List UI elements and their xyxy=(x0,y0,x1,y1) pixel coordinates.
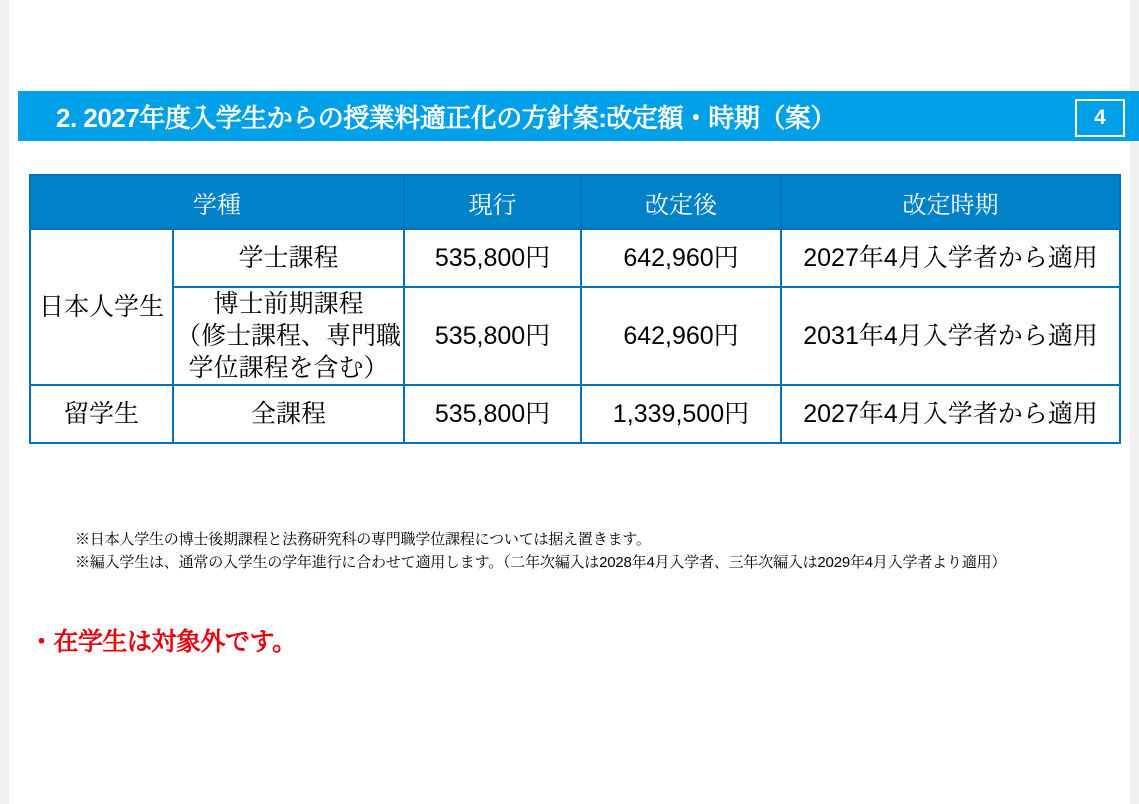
table-row xyxy=(30,287,1120,385)
table-row xyxy=(30,385,1120,443)
cell-current-all: 535,800円 xyxy=(404,385,581,443)
cell-course-master-line2: （修士課程、専門職 xyxy=(175,322,401,350)
cell-course-all: 全課程 xyxy=(173,385,404,443)
cell-revised-all: 1,339,500円 xyxy=(581,385,781,443)
column-header-revised: 改定後 xyxy=(581,175,781,229)
cell-course-master-line3: 学位課程を含む） xyxy=(188,354,389,382)
cell-revised-master: 642,960円 xyxy=(581,287,781,385)
slide-canvas xyxy=(9,0,1130,804)
table-row xyxy=(30,229,1120,287)
cell-timing-bachelor: 2027年4月入学者から適用 xyxy=(781,229,1120,287)
cell-current-bachelor: 535,800円 xyxy=(404,229,581,287)
cell-course-master xyxy=(173,287,404,385)
column-header-timing: 改定時期 xyxy=(781,175,1120,229)
cell-course-bachelor: 学士課程 xyxy=(173,229,404,287)
column-header-kind: 学種 xyxy=(30,175,404,229)
page-title: 2. 2027年度入学生からの授業料適正化の方針案:改定額・時期（案） xyxy=(56,102,836,133)
cell-timing-all: 2027年4月入学者から適用 xyxy=(781,385,1120,443)
remark-current-students: ・在学生は対象外です。 xyxy=(29,628,297,656)
cell-course-master-line1: 博士前期課程 xyxy=(213,290,364,318)
page-number-badge: 4 xyxy=(1075,99,1125,137)
row-group-international-students: 留学生 xyxy=(30,385,173,443)
footnote-1: ※日本人学生の博士後期課程と法務研究科の専門職学位課程については据え置きます。 xyxy=(75,531,651,548)
slide-title-bar xyxy=(18,91,1139,141)
row-group-japanese-students: 日本人学生 xyxy=(30,229,173,385)
tuition-table xyxy=(29,174,1121,444)
cell-timing-master: 2031年4月入学者から適用 xyxy=(781,287,1120,385)
column-header-current: 現行 xyxy=(404,175,581,229)
footnote-2: ※編入学生は、通常の入学生の学年進行に合わせて適用します。（二年次編入は2028年4月入学者、三年次編入は2029年4月入学者より適用） xyxy=(75,554,1007,572)
cell-revised-bachelor: 642,960円 xyxy=(581,229,781,287)
table-header-row xyxy=(30,175,1120,229)
footnotes xyxy=(75,528,1125,575)
cell-current-master: 535,800円 xyxy=(404,287,581,385)
